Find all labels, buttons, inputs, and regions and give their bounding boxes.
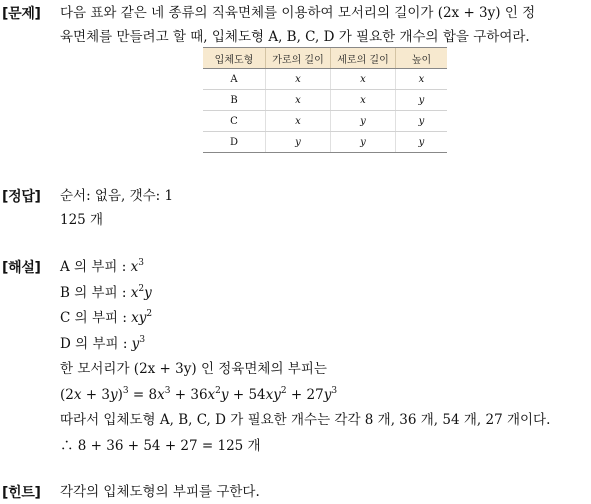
hint-tag: [힌트]: [2, 485, 41, 501]
volume-a: A 의 부피 : $x^3$: [60, 258, 144, 275]
header-depth: 세로의 길이: [331, 48, 396, 69]
table-cell: A: [203, 69, 266, 90]
volume-d: D 의 부피 : $y^3$: [60, 334, 146, 352]
table-cell: x: [266, 111, 331, 132]
cube-volume-intro: 한 모서리가 (2x + 3y) 인 정육면체의 부피는: [60, 361, 327, 377]
table-cell: y: [396, 90, 448, 111]
volume-b: B 의 부피 : $x^2y$: [60, 283, 152, 301]
table-cell: y: [396, 132, 448, 153]
solution-conclusion: ∴ 8 + 36 + 54 + 27 = 125 개: [60, 437, 261, 454]
problem-text: [60, 1, 589, 49]
table-cell: x: [396, 69, 448, 90]
header-width: 가로의 길이: [266, 48, 331, 69]
volume-c: C 의 부피 : $xy^2$: [60, 309, 153, 326]
table-cell: D: [203, 132, 266, 153]
table-cell: B: [203, 90, 266, 111]
table-cell: y: [331, 132, 396, 153]
edge-length-expression: (2x + 3y): [437, 5, 501, 21]
solution-summary: 따라서 입체도형 A, B, C, D 가 필요한 개수는 각각 8 개, 36 개, 54 개, 27 개이다.: [60, 412, 551, 428]
answer-line-1: 순서: 없음, 갯수: 1: [60, 188, 174, 204]
table-cell: y: [266, 132, 331, 153]
table-header-row: [203, 48, 447, 69]
table-cell: y: [396, 111, 448, 132]
problem-tag: [문제]: [2, 6, 41, 22]
table-cell: x: [331, 90, 396, 111]
table-cell: x: [331, 69, 396, 90]
problem-line-2: 육면체를 만들려고 할 때, 입체도형 A, B, C, D 가 필요한 개수의 합을 구하여라.: [60, 29, 530, 45]
table-cell: x: [266, 90, 331, 111]
table-row: [203, 132, 447, 153]
header-height: 높이: [396, 48, 448, 69]
table-cell: x: [266, 69, 331, 90]
answer-line-2: 125 개: [60, 212, 104, 228]
hint-text: 각각의 입체도형의 부피를 구한다.: [60, 484, 260, 500]
table-row: [203, 90, 447, 111]
header-solid: 입체도형: [203, 48, 266, 69]
answer-tag: [정답]: [2, 189, 41, 205]
solid-dimensions-table: [203, 47, 447, 153]
table-row: [203, 111, 447, 132]
solution-tag: [해설]: [2, 260, 41, 276]
table-cell: C: [203, 111, 266, 132]
problem-line-1: 다음 표와 같은 네 종류의 직육면체를 이용하여 모서리의 길이가 (2x + 3y) 인 정: [60, 5, 536, 21]
table-row: [203, 69, 447, 90]
table-cell: y: [331, 111, 396, 132]
cube-expansion: $(2x + 3y)^3 = 8x^3 + 36x^2y + 54xy^2 + 27y^3$: [60, 385, 338, 403]
